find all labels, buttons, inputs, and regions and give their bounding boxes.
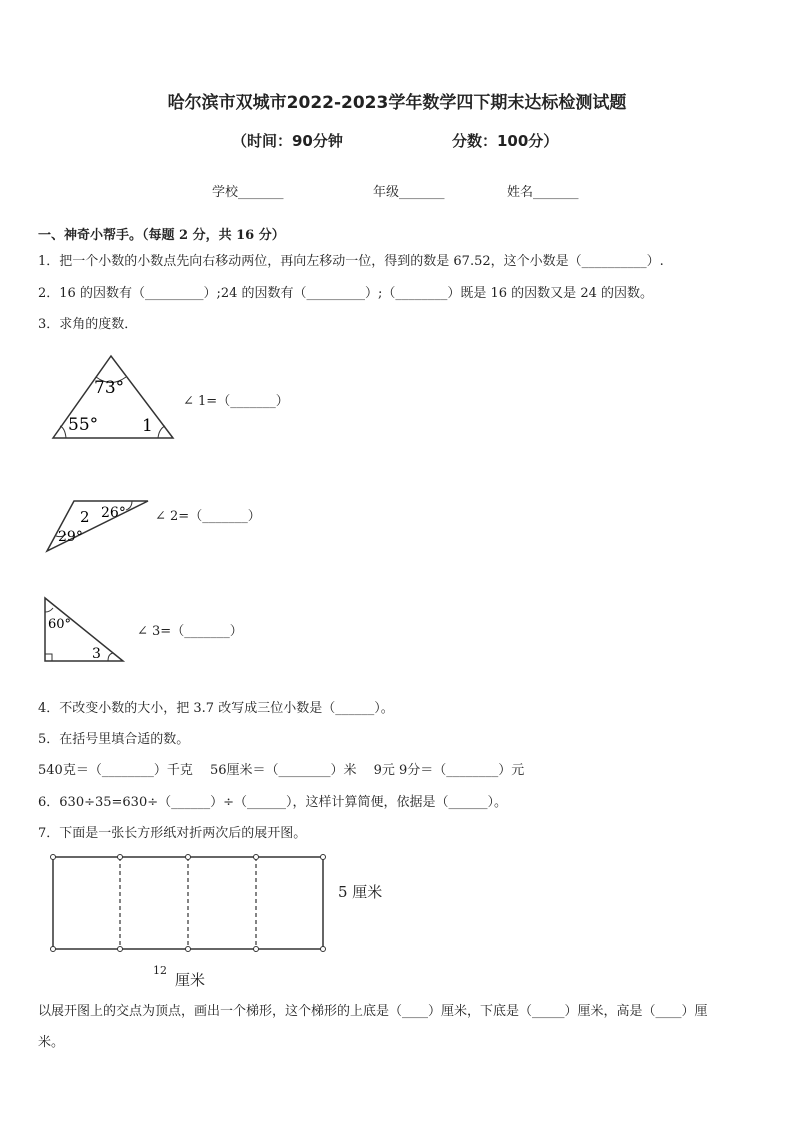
name-field: 姓名_______ bbox=[507, 185, 579, 200]
exam-score: 分数：100分） bbox=[452, 132, 559, 150]
angle-label-2: 2 bbox=[80, 508, 90, 526]
width-number: 12 bbox=[153, 964, 167, 977]
exam-time: （时间：90分钟 bbox=[232, 132, 343, 150]
triangle-figure-2 bbox=[44, 496, 154, 556]
angle-label-73: 73° bbox=[94, 378, 125, 398]
angle-label-1: 1 bbox=[142, 416, 153, 436]
question-5: 5．在括号里填合适的数。 bbox=[38, 732, 190, 747]
triangle-figure-1 bbox=[48, 352, 178, 444]
grade-field: 年级_______ bbox=[373, 185, 445, 200]
question-2: 2．16 的因数有（_________）;24 的因数有（_________）;（________）既是 16 的因数又是 24 的因数。 bbox=[38, 286, 653, 301]
question-4: 4．不改变小数的大小，把 3.7 改写成三位小数是（______）。 bbox=[38, 701, 394, 716]
question-6: 6．630÷35=630÷（______）÷（______），这样计算简便，依据是（______）。 bbox=[38, 795, 508, 810]
question-1: 1．把一个小数的小数点先向右移动两位，再向左移动一位，得到的数是 67.52，这个小数是（__________）. bbox=[38, 254, 664, 269]
height-label: 5 厘米 bbox=[338, 883, 383, 901]
question-7: 7．下面是一张长方形纸对折两次后的展开图。 bbox=[38, 826, 307, 841]
page-title: 哈尔滨市双城市2022-2023学年数学四下期末达标检测试题 bbox=[167, 93, 627, 113]
angle-1-answer: ∠ 1=（_______） bbox=[183, 394, 289, 409]
width-unit: 厘米 bbox=[175, 971, 206, 989]
unfolded-rectangle-figure bbox=[48, 852, 330, 956]
angle-3-answer: ∠ 3=（_______） bbox=[137, 624, 243, 639]
angle-2-answer: ∠ 2=（_______） bbox=[155, 509, 261, 524]
question-3: 3．求角的度数． bbox=[38, 317, 138, 332]
school-field: 学校_______ bbox=[212, 185, 284, 200]
angle-label-60: 60° bbox=[48, 617, 72, 632]
angle-label-3: 3 bbox=[92, 646, 101, 662]
angle-label-26: 26° bbox=[101, 505, 126, 521]
question-5-blanks: 540克＝（________）千克 56厘米＝（________）米 9元 9分＝（________）元 bbox=[38, 763, 525, 778]
triangle-figure-3 bbox=[40, 594, 130, 666]
angle-label-29: 29° bbox=[58, 529, 83, 545]
question-7-text-line-2: 米。 bbox=[38, 1035, 65, 1050]
question-7-text-line-1: 以展开图上的交点为顶点，画出一个梯形，这个梯形的上底是（____）厘米，下底是（_____）厘米，高是（____）厘 bbox=[38, 1004, 708, 1019]
angle-label-55: 55° bbox=[68, 415, 99, 435]
section-heading: 一、神奇小帮手。（每题 2 分，共 16 分） bbox=[38, 228, 285, 243]
